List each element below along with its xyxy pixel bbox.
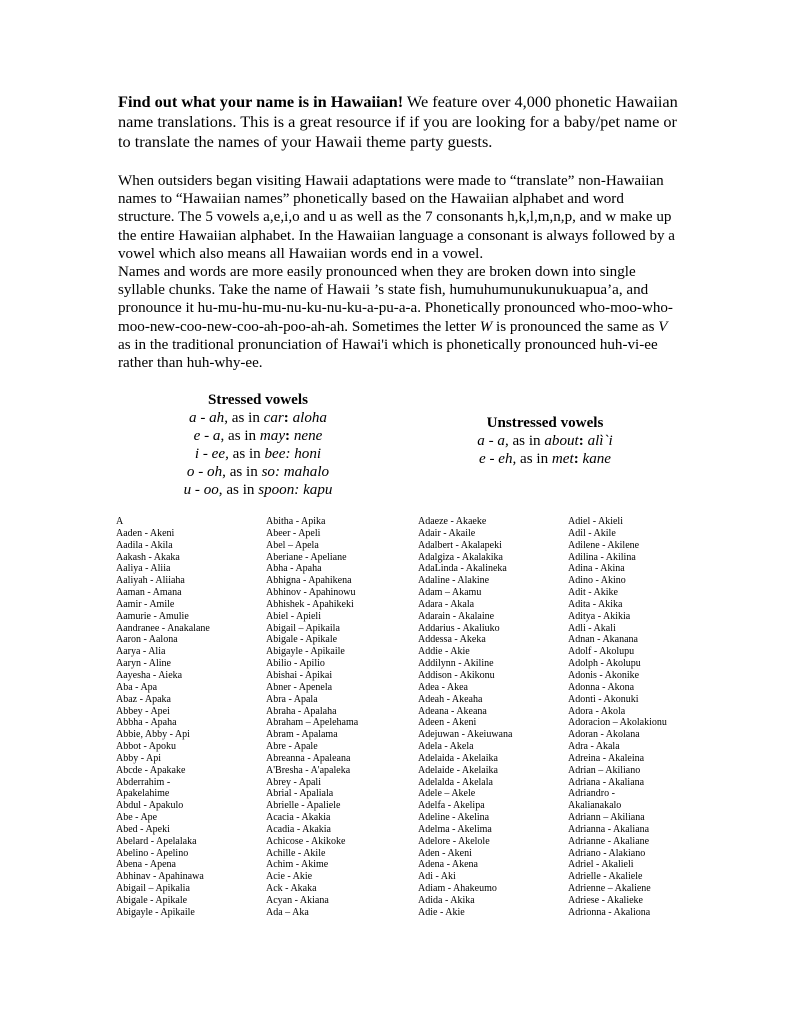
- name-entry: Aadila - Akila: [116, 539, 173, 551]
- unstressed-vowel-row: [410, 450, 680, 468]
- name-entry: Adli - Akali: [568, 622, 616, 634]
- name-entry: Abraha - Apalaha: [266, 705, 337, 717]
- pronunciation-text-1: Names and words are more easily pronounced when they are broken down into single syllable chunks. Take the name of Hawaii ’s state fish, humuhumunukunukuapua’a, and pronounce it hu-mu-hu-mu-nu-ku-nu-ku-a-pu-a-a. Phonetically pronounced who-moo-who-moo-new-coo-new-coo-ah-poo-ah-ah. Sometimes the letter: [118, 264, 673, 335]
- name-entry: Addessa - Akeka: [418, 634, 486, 646]
- vowel-hawaiian-word: nene: [293, 428, 323, 445]
- vowel-sound: u - oo: [183, 482, 219, 499]
- name-entry: Adi - Aki: [418, 871, 456, 883]
- name-entry: Abigale - Apikale: [116, 895, 188, 906]
- name-column-3: [418, 516, 568, 919]
- name-entry: Achille - Akile: [266, 847, 326, 859]
- name-entry: Abrial - Apaliala: [266, 788, 334, 800]
- name-entry: Adina - Akina: [568, 563, 625, 575]
- vowel-example: may: [259, 428, 286, 445]
- document-page: [118, 92, 678, 503]
- name-entry: Adoran - Akolana: [568, 729, 640, 741]
- vowel-colon: :: [283, 410, 293, 427]
- name-entry: Aakash - Akaka: [116, 551, 180, 563]
- name-entry: Ack - Akaka: [266, 883, 317, 895]
- name-entry: Adalbert - Akalapeki: [418, 539, 502, 551]
- vowel-example: car: [263, 410, 284, 427]
- name-entry: Abelino - Apelino: [116, 847, 189, 859]
- name-entry: Adita - Akika: [568, 598, 623, 610]
- name-entry: Adrianne - Akaliane: [568, 835, 650, 847]
- name-entry: Adeah - Akeaha: [418, 693, 483, 705]
- name-entry: Adeline - Akelina: [418, 812, 490, 824]
- name-entry: Adrielle - Akaliele: [568, 871, 643, 883]
- name-entry: Adida - Akika: [418, 895, 475, 906]
- name-entry: Aaliyah - Aliiaha: [116, 575, 185, 587]
- name-entry: Adonna - Akona: [568, 681, 635, 693]
- name-entry: Abram - Apalama: [266, 729, 338, 741]
- name-entry: Abigayle - Apikaile: [266, 646, 345, 658]
- name-entry: AdaLinda - Akalineka: [418, 563, 507, 575]
- name-entry: Abed - Apeki: [116, 823, 170, 835]
- name-entry: Aayesha - Aieka: [116, 669, 183, 681]
- name-entry: Achim - Akime: [266, 859, 329, 871]
- name-entry: Abishai - Apikai: [266, 669, 333, 681]
- name-entry: Adriana - Akaliana: [568, 776, 645, 788]
- name-entry: Akalianakalo: [568, 800, 622, 812]
- name-entry: Adea - Akea: [418, 681, 468, 693]
- vowel-connector: as in: [516, 451, 552, 468]
- vowel-connector: , as in: [222, 464, 262, 481]
- name-entry: Aden - Akeni: [418, 847, 472, 859]
- name-entry: Adeana - Akeana: [418, 705, 487, 717]
- name-entry: Aberiane - Apeliane: [266, 551, 347, 563]
- name-entry: Adele – Akele: [418, 788, 476, 800]
- name-entry: Abrielle - Apaliele: [266, 800, 341, 812]
- vowel-colon: :: [573, 451, 583, 468]
- name-entry: Adriel - Akalieli: [568, 859, 634, 871]
- vowel-colon: :: [285, 428, 294, 445]
- name-entry: Aandranee - Anakalane: [116, 622, 210, 634]
- name-entry: Adolph - Akolupu: [568, 658, 641, 670]
- name-entry: Aditya - Akikia: [568, 610, 631, 622]
- unstressed-vowel-row: [410, 432, 680, 450]
- vowel-colon: :: [578, 433, 588, 450]
- name-entry: Adarain - Akalaine: [418, 610, 495, 622]
- pronunciation-paragraph: [118, 263, 678, 372]
- name-entry: Abre - Apale: [266, 741, 318, 753]
- name-entry: Adra - Akala: [568, 741, 620, 753]
- name-entry: Adelma - Akelima: [418, 823, 492, 835]
- pronunciation-text-3: as in the traditional pronunciation of Hawai'i which is phonetically pronounced huh-vi-ee rather than huh-why-ee.: [118, 336, 658, 372]
- name-entry: Adejuwan - Akeiuwana: [418, 729, 513, 741]
- name-entry: Adara - Akala: [418, 598, 475, 610]
- name-entry: Aaliya - Aliia: [116, 563, 171, 575]
- name-entry: Abelard - Apelalaka: [116, 835, 197, 847]
- name-entry: Abiel - Apieli: [266, 610, 321, 622]
- name-entry: Abreanna - Apaleana: [266, 752, 351, 764]
- intro-paragraph: [118, 92, 678, 152]
- name-entry: Achicose - Akikoke: [266, 835, 346, 847]
- name-entry: A: [116, 516, 124, 527]
- name-entry: Ada – Aka: [266, 906, 309, 918]
- name-entry: Abhinov - Apahinowu: [266, 587, 356, 599]
- name-entry: Acacia - Akakia: [266, 812, 331, 824]
- name-entry: Aamir - Amile: [116, 598, 175, 610]
- vowel-hawaiian-word: aloha: [292, 410, 327, 427]
- name-entry: Adnan - Akanana: [568, 634, 638, 646]
- intro-headline: Find out what your name is in Hawaiian!: [118, 92, 404, 111]
- name-entry: Abilio - Apilio: [266, 658, 325, 670]
- name-entry: Abhigna - Apahikena: [266, 575, 352, 587]
- name-entry: Adonti - Akonuki: [568, 693, 639, 705]
- name-entry: Addarius - Akaliuko: [418, 622, 500, 634]
- vowel-example: so: mahalo: [261, 464, 330, 481]
- name-entry: Abcde - Apakake: [116, 764, 186, 776]
- name-entry: Abbot - Apoku: [116, 741, 176, 753]
- vowel-hawaiian-word: alì`i: [587, 433, 613, 450]
- name-entry: Adaline - Alakine: [418, 575, 490, 587]
- name-entry: Acie - Akie: [266, 871, 313, 883]
- name-entry: Adriandro -: [568, 788, 615, 800]
- name-entry: Abe - Ape: [116, 812, 158, 824]
- name-entry: Adie - Akie: [418, 906, 465, 918]
- name-entry: Abby - Api: [116, 752, 161, 764]
- name-entry: Adiam - Ahakeumo: [418, 883, 497, 895]
- name-entry: Abigale - Apikale: [266, 634, 338, 646]
- stressed-vowels: [118, 391, 398, 499]
- name-entry: Adriann – Akiliana: [568, 812, 645, 824]
- pronunciation-text-2: is pronounced the same as: [492, 318, 659, 335]
- name-entry: Adiel - Akieli: [568, 516, 623, 527]
- name-entry: Adrian – Akiliano: [568, 764, 641, 776]
- vowel-connector: , as in: [504, 433, 545, 450]
- vowel-guide: [118, 391, 678, 503]
- name-entry: Adrienne – Akaliene: [568, 883, 651, 895]
- name-entry: Aaron - Aalona: [116, 634, 178, 646]
- name-entry: Adrionna - Akaliona: [568, 906, 651, 918]
- name-entry: A'Bresha - A'apaleka: [266, 764, 351, 776]
- name-column-1: [116, 516, 266, 919]
- name-entry: Adena - Akena: [418, 859, 478, 871]
- name-entry: Abaz - Apaka: [116, 693, 171, 705]
- name-entry: Abeer - Apeli: [266, 527, 321, 539]
- name-entry: Adoracion – Akolakionu: [568, 717, 667, 729]
- name-entry: Adit - Akike: [568, 587, 618, 599]
- name-entry: Adelfa - Akelipa: [418, 800, 485, 812]
- stressed-vowel-row: [118, 409, 398, 427]
- name-entry: Adilene - Akilene: [568, 539, 640, 551]
- stressed-vowel-row: [118, 427, 398, 445]
- name-entry: Abraham – Apelehama: [266, 717, 359, 729]
- letter-w: W: [479, 318, 493, 335]
- name-entry: Aba - Apa: [116, 681, 158, 693]
- name-entry: Adelalda - Akelala: [418, 776, 493, 788]
- name-entry: Aaryn - Aline: [116, 658, 171, 670]
- name-entry: Adeen - Akeni: [418, 717, 477, 729]
- name-entry: Addilynn - Akiline: [418, 658, 494, 670]
- name-entry: Abderrahim -: [116, 776, 171, 788]
- vowel-sound: o - oh: [186, 464, 223, 481]
- vowel-connector: , as in: [220, 428, 260, 445]
- name-entry: Abhinav - Apahinawa: [116, 871, 204, 883]
- name-entry: Adolf - Akolupu: [568, 646, 635, 658]
- name-entry: Apakelahime: [116, 788, 170, 800]
- name-entry: Adilina - Akilina: [568, 551, 636, 563]
- name-entry: Adrianna - Akaliana: [568, 823, 650, 835]
- vowel-sound: e - a: [193, 428, 221, 445]
- unstressed-vowels: [410, 414, 680, 468]
- name-entry: Adelaide - Akelaika: [418, 764, 498, 776]
- name-entry: Abner - Apenela: [266, 681, 333, 693]
- name-entry: Aarya - Alia: [116, 646, 166, 658]
- name-entry: Aaden - Akeni: [116, 527, 175, 539]
- name-entry: Acyan - Akiana: [266, 895, 329, 906]
- vowel-example: about: [544, 433, 579, 450]
- name-entry: Aamurie - Amulie: [116, 610, 189, 622]
- name-entry: Abigail – Apikalia: [116, 883, 190, 895]
- name-entry: Abigail – Apikaila: [266, 622, 340, 634]
- stressed-vowel-row: [118, 481, 398, 499]
- name-entry: Acadia - Akakia: [266, 823, 331, 835]
- name-entry: Adelaida - Akelaika: [418, 752, 498, 764]
- name-entry: Adalgiza - Akalakika: [418, 551, 503, 563]
- name-column-4: [568, 516, 718, 919]
- name-entry: Abigayle - Apikaile: [116, 906, 195, 918]
- name-entry: Adil - Akile: [568, 527, 616, 539]
- name-entry: Abel – Apela: [266, 539, 319, 551]
- vowel-sound: a - ah: [189, 410, 225, 427]
- stressed-vowel-row: [118, 445, 398, 463]
- name-column-2: [266, 516, 416, 919]
- name-entry: Adelore - Akelole: [418, 835, 490, 847]
- name-entry: Abbha - Apaha: [116, 717, 177, 729]
- name-entry: Abha - Apaha: [266, 563, 322, 575]
- name-entry: Abitha - Apika: [266, 516, 326, 527]
- history-paragraph: When outsiders began visiting Hawaii adaptations were made to “translate” non-Hawaiian names to “Hawaiian names” phonetically based on the Hawaiian alphabet and word structure. The 5 vowels a,e,i,o and u as well as the 7 consonants h,k,l,m,n,p, and w make up the entire Hawaiian alphabet. In the Hawaiian language a consonant is always followed by a vowel which also means all Hawaiian words end in a vowel.: [118, 173, 676, 262]
- vowel-connector: , as in: [224, 410, 264, 427]
- vowel-example: bee: honi: [264, 446, 322, 463]
- vowel-connector: , as in: [225, 446, 265, 463]
- vowel-connector: , as in: [218, 482, 259, 499]
- name-entry: Adora - Akola: [568, 705, 626, 717]
- vowel-sound: e - eh,: [478, 451, 517, 468]
- name-entry: Adriano - Alakiano: [568, 847, 646, 859]
- stressed-vowel-row: [118, 463, 398, 481]
- name-entry: Adonis - Akonike: [568, 669, 640, 681]
- letter-v: V: [658, 318, 668, 335]
- name-entry: Addison - Akikonu: [418, 669, 495, 681]
- stressed-vowels-heading: Stressed vowels: [208, 392, 308, 409]
- name-entry: Abbey - Apei: [116, 705, 170, 717]
- name-entry: Adaeze - Akaeke: [418, 516, 487, 527]
- name-entry: Adair - Akaile: [418, 527, 476, 539]
- name-entry: Abbie, Abby - Api: [116, 729, 190, 741]
- name-entry: Addie - Akie: [418, 646, 470, 658]
- name-entry: Aaman - Amana: [116, 587, 182, 599]
- intro-text: We feature over 4,000 phonetic Hawaiian name translations. This is a great resource if if you are looking for a baby/pet name or to translate the names of your Hawaii theme party guests.: [118, 92, 678, 151]
- name-entry: Abena - Apena: [116, 859, 176, 871]
- name-entry: Abra - Apala: [266, 693, 318, 705]
- name-entry: Adam – Akamu: [418, 587, 482, 599]
- vowel-sound: i - ee: [194, 446, 226, 463]
- name-entry: Adriese - Akalieke: [568, 895, 643, 906]
- name-entry: Abdul - Apakulo: [116, 800, 184, 812]
- name-entry: Abhishek - Apahikeki: [266, 598, 354, 610]
- name-entry: Adreina - Akaleina: [568, 752, 645, 764]
- name-entry: Adino - Akino: [568, 575, 626, 587]
- name-entry: Abrey - Apali: [266, 776, 321, 788]
- vowel-sound: a - a: [477, 433, 505, 450]
- name-entry: Adela - Akela: [418, 741, 474, 753]
- vowel-example: spoon: kapu: [258, 482, 333, 499]
- unstressed-vowels-heading: Unstressed vowels: [486, 415, 604, 432]
- vowel-example: met: [551, 451, 574, 468]
- vowel-hawaiian-word: kane: [582, 451, 612, 468]
